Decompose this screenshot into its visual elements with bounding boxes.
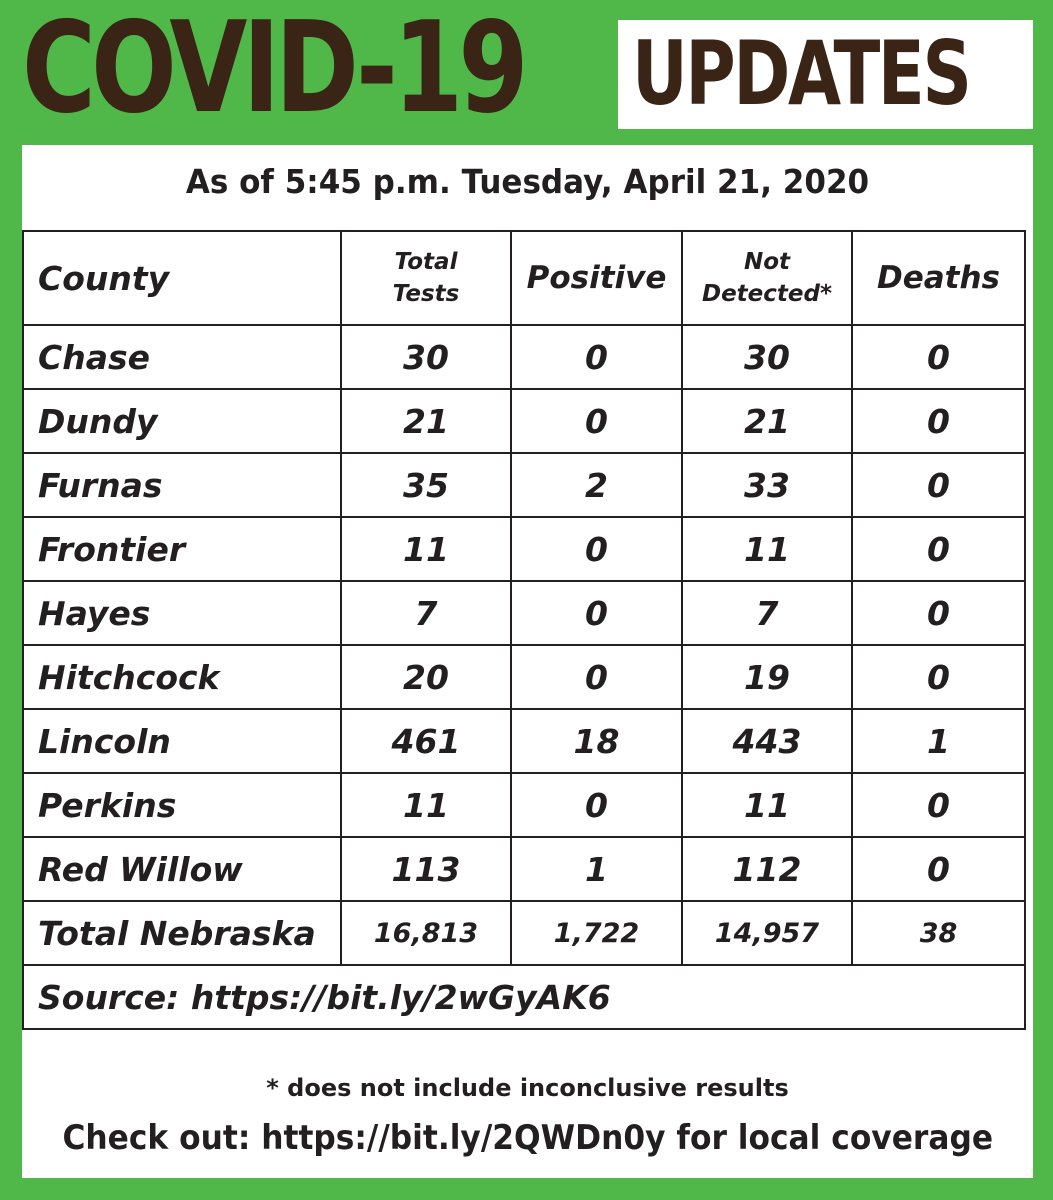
total-tests-cell: 461: [341, 709, 511, 773]
positive-cell: 1: [511, 837, 682, 901]
not-detected-cell: 11: [682, 517, 852, 581]
not-detected-cell: 21: [682, 389, 852, 453]
header-banner: [0, 0, 1053, 145]
not-detected-cell: 33: [682, 453, 852, 517]
positive-cell: 0: [511, 581, 682, 645]
positive-cell: 0: [511, 517, 682, 581]
deaths-cell: 0: [852, 773, 1025, 837]
subtitle-box: [618, 20, 1033, 129]
table-row: [23, 581, 1025, 645]
county-table: [22, 230, 1026, 1030]
main-title: COVID-19: [22, 0, 524, 141]
not-detected-cell: 443: [682, 709, 852, 773]
positive-cell: 0: [511, 645, 682, 709]
table-row: [23, 453, 1025, 517]
total-tests-cell: 35: [341, 453, 511, 517]
deaths-cell: 38: [852, 901, 1025, 965]
total-tests-cell: 11: [341, 773, 511, 837]
column-header-line: Total: [394, 249, 458, 275]
total-tests-cell: 30: [341, 325, 511, 389]
footnote: * does not include inconclusive results: [266, 1074, 789, 1102]
column-header-deaths: Deaths: [852, 231, 1025, 325]
total-tests-cell: 20: [341, 645, 511, 709]
total-tests-cell: 11: [341, 517, 511, 581]
positive-cell: 1,722: [511, 901, 682, 965]
deaths-cell: 0: [852, 389, 1025, 453]
table-row: [23, 773, 1025, 837]
source-link: Source: https://bit.ly/2wGyAK6: [23, 965, 1025, 1029]
deaths-cell: 0: [852, 325, 1025, 389]
as-of-timestamp: As of 5:45 p.m. Tuesday, April 21, 2020: [185, 162, 870, 201]
deaths-cell: 0: [852, 453, 1025, 517]
table-row: [23, 325, 1025, 389]
table-row: [23, 837, 1025, 901]
checkout-line: Check out: https://bit.ly/2QWDn0y for local coverage: [62, 1118, 994, 1158]
county-name: Hitchcock: [23, 645, 341, 709]
county-name: Chase: [23, 325, 341, 389]
county-name: Total Nebraska: [23, 901, 341, 965]
deaths-cell: 0: [852, 517, 1025, 581]
total-tests-cell: 7: [341, 581, 511, 645]
not-detected-cell: 11: [682, 773, 852, 837]
column-header-positive: Positive: [511, 231, 682, 325]
total-tests-cell: 16,813: [341, 901, 511, 965]
total-tests-cell: 21: [341, 389, 511, 453]
column-header-county: County: [23, 231, 341, 325]
total-tests-cell: 113: [341, 837, 511, 901]
column-header-line: Not: [743, 249, 791, 275]
table-row: [23, 389, 1025, 453]
table-header-row: [23, 231, 1025, 325]
table-row: [23, 517, 1025, 581]
positive-cell: 2: [511, 453, 682, 517]
county-name: Red Willow: [23, 837, 341, 901]
source-row: [23, 965, 1025, 1029]
positive-cell: 0: [511, 773, 682, 837]
county-name: Furnas: [23, 453, 341, 517]
table-row-total: [23, 901, 1025, 965]
deaths-cell: 0: [852, 837, 1025, 901]
county-name: Dundy: [23, 389, 341, 453]
column-header-line: Tests: [392, 281, 460, 307]
not-detected-cell: 19: [682, 645, 852, 709]
column-header-total-tests: [341, 231, 511, 325]
deaths-cell: 1: [852, 709, 1025, 773]
county-name: Perkins: [23, 773, 341, 837]
not-detected-cell: 30: [682, 325, 852, 389]
county-name: Hayes: [23, 581, 341, 645]
positive-cell: 18: [511, 709, 682, 773]
not-detected-cell: 112: [682, 837, 852, 901]
column-header-line: Detected*: [701, 281, 832, 307]
table-row: [23, 645, 1025, 709]
deaths-cell: 0: [852, 645, 1025, 709]
positive-cell: 0: [511, 389, 682, 453]
county-name: Lincoln: [23, 709, 341, 773]
subtitle: UPDATES: [632, 22, 970, 125]
not-detected-cell: 7: [682, 581, 852, 645]
positive-cell: 0: [511, 325, 682, 389]
column-header-not-detected: [682, 231, 852, 325]
deaths-cell: 0: [852, 581, 1025, 645]
not-detected-cell: 14,957: [682, 901, 852, 965]
county-name: Frontier: [23, 517, 341, 581]
table-row: [23, 709, 1025, 773]
